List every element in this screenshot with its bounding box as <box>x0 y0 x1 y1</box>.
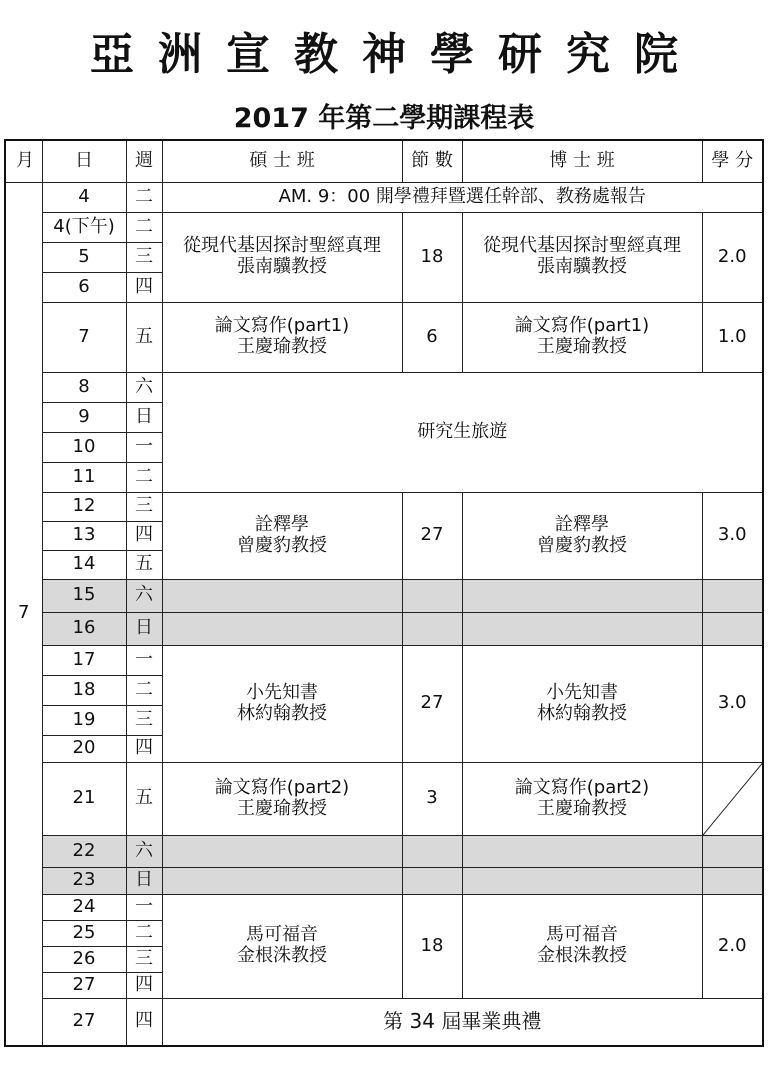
table-row <box>5 212 763 242</box>
hours-cell: 27 <box>402 492 462 579</box>
doctoral-course <box>462 212 702 302</box>
doctoral-course <box>462 645 702 762</box>
day-cell: 12 <box>42 492 126 521</box>
weekday-cell: 六 <box>126 579 162 612</box>
weekday-cell: 四 <box>126 735 162 762</box>
course-teacher: 林約翰教授 <box>537 702 627 724</box>
empty-cell <box>402 835 462 867</box>
empty-cell <box>162 612 402 645</box>
empty-cell <box>702 835 763 867</box>
day-cell: 27 <box>42 998 126 1046</box>
weekday-cell: 四 <box>126 272 162 302</box>
weekday-cell: 二 <box>126 920 162 946</box>
weekday-cell: 三 <box>126 705 162 735</box>
table-row <box>5 645 763 675</box>
doctoral-course <box>462 302 702 372</box>
table-row <box>5 492 763 521</box>
table-row <box>5 998 763 1046</box>
hours-cell: 18 <box>402 212 462 302</box>
day-cell: 7 <box>42 302 126 372</box>
table-row <box>5 835 763 867</box>
day-cell: 4 <box>42 182 126 212</box>
weekday-cell: 一 <box>126 432 162 462</box>
weekday-cell: 三 <box>126 242 162 272</box>
course-schedule-table <box>4 139 764 1047</box>
day-cell: 8 <box>42 372 126 402</box>
doctoral-course <box>462 762 702 835</box>
header-doctoral-class: 博 士 班 <box>462 140 702 182</box>
header-month: 月 <box>5 140 42 182</box>
course-name: 論文寫作(part2) <box>514 776 650 798</box>
day-cell: 23 <box>42 867 126 894</box>
master-course <box>162 492 402 579</box>
course-name: 小先知書 <box>546 681 618 703</box>
day-cell: 14 <box>42 550 126 579</box>
day-cell: 22 <box>42 835 126 867</box>
credits-cell-diagonal <box>702 762 763 835</box>
hours-cell: 3 <box>402 762 462 835</box>
weekday-cell: 一 <box>126 645 162 675</box>
header-credits: 學 分 <box>702 140 763 182</box>
weekday-cell: 五 <box>126 302 162 372</box>
weekday-cell: 四 <box>126 998 162 1046</box>
credits-cell: 3.0 <box>702 645 763 762</box>
graduation-event: 第 34 屆畢業典禮 <box>162 998 763 1046</box>
schedule-subtitle: 2017 年第二學期課程表 <box>233 103 535 134</box>
table-row <box>5 894 763 920</box>
master-course <box>162 302 402 372</box>
weekday-cell: 三 <box>126 946 162 972</box>
course-name: 從現代基因探討聖經真理 <box>483 235 681 257</box>
course-teacher: 金根洙教授 <box>237 945 327 966</box>
day-cell: 15 <box>42 579 126 612</box>
header-weekday: 週 <box>126 140 162 182</box>
empty-cell <box>702 612 763 645</box>
empty-cell <box>162 579 402 612</box>
hours-cell: 27 <box>402 645 462 762</box>
day-cell: 4(下午) <box>42 212 126 242</box>
course-name: 論文寫作(part2) <box>214 776 350 798</box>
course-name: 馬可福音 <box>546 924 618 946</box>
day-cell: 5 <box>42 242 126 272</box>
course-name: 小先知書 <box>246 681 318 703</box>
institute-title: 亞洲宣教神學研究院 <box>90 29 702 80</box>
diagonal-slash <box>703 763 763 835</box>
empty-cell <box>402 579 462 612</box>
weekday-cell: 二 <box>126 462 162 492</box>
weekday-cell: 六 <box>126 835 162 867</box>
course-teacher: 王慶瑜教授 <box>537 797 627 819</box>
weekday-cell: 三 <box>126 492 162 521</box>
day-cell: 27 <box>42 972 126 998</box>
master-course <box>162 645 402 762</box>
credits-cell: 2.0 <box>702 894 763 998</box>
course-teacher: 張南驥教授 <box>237 256 327 277</box>
day-cell: 13 <box>42 521 126 550</box>
day-cell: 25 <box>42 920 126 946</box>
credits-cell: 2.0 <box>702 212 763 302</box>
day-cell: 18 <box>42 675 126 705</box>
hours-cell: 18 <box>402 894 462 998</box>
weekday-cell: 二 <box>126 675 162 705</box>
weekday-cell: 四 <box>126 972 162 998</box>
empty-cell <box>702 579 763 612</box>
weekday-cell: 六 <box>126 372 162 402</box>
header-day: 日 <box>42 140 126 182</box>
day-cell: 19 <box>42 705 126 735</box>
day-cell: 9 <box>42 402 126 432</box>
course-teacher: 王慶瑜教授 <box>237 336 327 357</box>
course-teacher: 曾慶豹教授 <box>237 534 327 556</box>
empty-cell <box>462 867 702 894</box>
table-header-row <box>5 140 763 182</box>
day-cell: 6 <box>42 272 126 302</box>
table-row <box>5 867 763 894</box>
table-row <box>5 579 763 612</box>
course-name: 論文寫作(part1) <box>214 315 350 337</box>
course-teacher: 曾慶豹教授 <box>537 534 627 556</box>
weekday-cell: 日 <box>126 612 162 645</box>
weekday-cell: 五 <box>126 550 162 579</box>
course-name: 馬可福音 <box>246 924 318 946</box>
empty-cell <box>162 835 402 867</box>
empty-cell <box>402 867 462 894</box>
empty-cell <box>702 867 763 894</box>
day-cell: 17 <box>42 645 126 675</box>
course-name: 論文寫作(part1) <box>514 315 650 337</box>
weekday-cell: 二 <box>126 212 162 242</box>
empty-cell <box>402 612 462 645</box>
course-teacher: 王慶瑜教授 <box>237 797 327 819</box>
day-cell: 10 <box>42 432 126 462</box>
table-row <box>5 182 763 212</box>
weekday-cell: 二 <box>126 182 162 212</box>
empty-cell <box>162 867 402 894</box>
doctoral-course <box>462 492 702 579</box>
table-row <box>5 762 763 835</box>
master-course <box>162 894 402 998</box>
day-cell: 26 <box>42 946 126 972</box>
day-cell: 20 <box>42 735 126 762</box>
credits-cell: 1.0 <box>702 302 763 372</box>
doctoral-course <box>462 894 702 998</box>
course-name: 詮釋學 <box>555 513 609 535</box>
hours-cell: 6 <box>402 302 462 372</box>
opening-event: AM. 9：00 開學禮拜暨選任幹部、教務處報告 <box>162 182 763 212</box>
weekday-cell: 五 <box>126 762 162 835</box>
day-cell: 24 <box>42 894 126 920</box>
master-course <box>162 212 402 302</box>
table-row <box>5 372 763 402</box>
empty-cell <box>462 835 702 867</box>
day-cell: 16 <box>42 612 126 645</box>
day-cell: 11 <box>42 462 126 492</box>
weekday-cell: 一 <box>126 894 162 920</box>
empty-cell <box>462 579 702 612</box>
course-teacher: 金根洙教授 <box>537 945 627 966</box>
course-teacher: 張南驥教授 <box>537 256 627 277</box>
course-name: 詮釋學 <box>255 513 309 535</box>
header-hours: 節 數 <box>402 140 462 182</box>
table-row <box>5 612 763 645</box>
course-teacher: 林約翰教授 <box>237 702 327 724</box>
empty-cell <box>462 612 702 645</box>
credits-cell: 3.0 <box>702 492 763 579</box>
student-trip-event: 研究生旅遊 <box>162 372 763 492</box>
weekday-cell: 日 <box>126 402 162 432</box>
weekday-cell: 日 <box>126 867 162 894</box>
master-course <box>162 762 402 835</box>
course-name: 從現代基因探討聖經真理 <box>183 235 381 257</box>
day-cell: 21 <box>42 762 126 835</box>
table-row <box>5 302 763 372</box>
weekday-cell: 四 <box>126 521 162 550</box>
course-teacher: 王慶瑜教授 <box>537 336 627 357</box>
month-cell: 7 <box>5 182 42 1046</box>
header-master-class: 碩 士 班 <box>162 140 402 182</box>
